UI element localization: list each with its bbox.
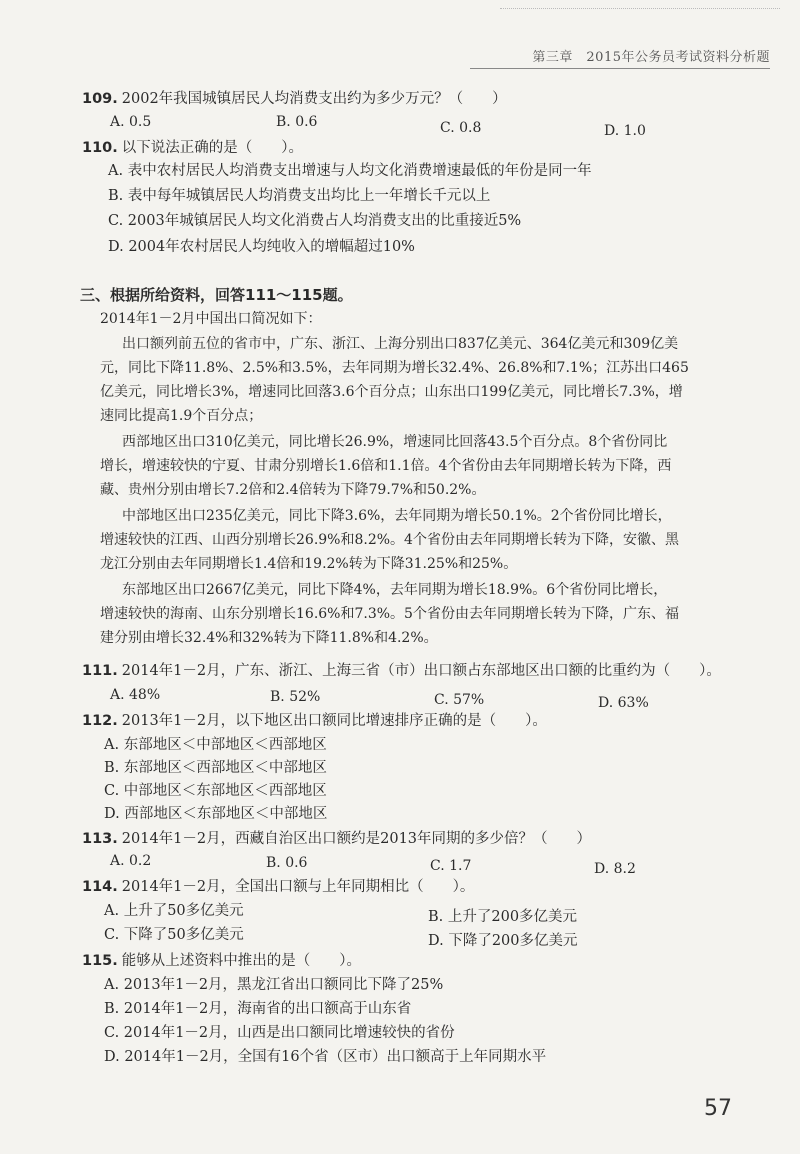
option-b: B. 2014年1－2月，海南省的出口额高于山东省 xyxy=(104,1001,412,1017)
text-line: 出口额列前五位的省市中，广东、浙江、上海分别出口837亿美元、364亿美元和309亿美 xyxy=(122,336,679,352)
option-d: D. 8.2 xyxy=(594,861,636,877)
material-paragraph-4 xyxy=(100,578,760,650)
section-title: 三、根据所给资料，回答111～115题。 xyxy=(80,286,353,304)
question-number: 111. xyxy=(82,663,118,679)
text-line: 藏、贵州分别由增长7.2倍和2.4倍转为下降79.7%和50.2%。 xyxy=(100,482,486,498)
text-line: 速同比提高1.9个百分点； xyxy=(100,408,263,424)
question-number: 110. xyxy=(82,140,118,156)
option-d: D. 西部地区＜东部地区＜中部地区 xyxy=(104,806,328,822)
option-a: A. 0.5 xyxy=(110,114,152,130)
page-number: 57 xyxy=(704,1096,732,1121)
text-line: 龙江分别由去年同期增长1.4倍和19.2%转为下降31.25%和25%。 xyxy=(100,556,518,572)
material-paragraph-2 xyxy=(100,430,760,502)
option-a: A. 上升了50多亿美元 xyxy=(104,903,244,919)
text-line: 西部地区出口310亿美元，同比增长26.9%，增速同比回落43.5个百分点。8个省份同比 xyxy=(122,434,668,450)
question-number: 109. xyxy=(82,91,118,107)
question-112-stem: 112. 2013年1－2月，以下地区出口额同比增速排序正确的是（ ）。 xyxy=(82,713,547,729)
option-a: A. 0.2 xyxy=(110,853,152,869)
option-a: A. 东部地区＜中部地区＜西部地区 xyxy=(104,737,327,753)
option-c: C. 1.7 xyxy=(430,858,472,874)
question-115-stem: 115. 能够从上述资料中推出的是（ ）。 xyxy=(82,953,362,969)
option-c: C. 下降了50多亿美元 xyxy=(104,927,244,943)
text-line: 增速较快的江西、山西分别增长26.9%和8.2%。4个省份由去年同期增长转为下降，安徽、黑 xyxy=(100,532,679,548)
text-line: 东部地区出口2667亿美元，同比下降4%，去年同期为增长18.9%。6个省份同比增长， xyxy=(122,582,668,598)
option-c: C. 2014年1－2月，山西是出口额同比增速较快的省份 xyxy=(104,1025,455,1041)
text-line: 中部地区出口235亿美元，同比下降3.6%，去年同期为增长50.1%。2个省份同比增长， xyxy=(122,508,672,524)
text-line: 建分别由增长32.4%和32%转为下降11.8%和4.2%。 xyxy=(100,630,438,646)
option-d: D. 2014年1－2月，全国有16个省（区市）出口额高于上年同期水平 xyxy=(104,1049,547,1065)
option-c: C. 2003年城镇居民人均文化消费占人均消费支出的比重接近5% xyxy=(108,213,522,229)
option-c: C. 中部地区＜东部地区＜西部地区 xyxy=(104,783,327,799)
text-line: 亿美元，同比增长3%，增速同比回落3.6个百分点；山东出口199亿美元，同比增长7.3%，增 xyxy=(100,384,683,400)
option-c: C. 0.8 xyxy=(440,120,482,136)
header-rule xyxy=(500,8,780,9)
text-line: 增长，增速较快的宁夏、甘肃分别增长1.6倍和1.1倍。4个省份由去年同期增长转为下降，西 xyxy=(100,458,672,474)
option-b: B. 上升了200多亿美元 xyxy=(428,909,578,925)
question-113-stem: 113. 2014年1－2月，西藏自治区出口额约是2013年同期的多少倍？（ ） xyxy=(82,831,592,847)
running-header: 第三章 2015年公务员考试资料分析题 xyxy=(470,46,770,69)
question-number: 112. xyxy=(82,713,118,729)
option-a: A. 48% xyxy=(110,687,161,703)
text-line: 元，同比下降11.8%、2.5%和3.5%，去年同期为增长32.4%、26.8%和7.1%；江苏出口465 xyxy=(100,360,689,376)
option-b: B. 52% xyxy=(270,689,321,705)
option-d: D. 下降了200多亿美元 xyxy=(428,933,578,949)
option-d: D. 1.0 xyxy=(604,123,646,139)
question-111-stem: 111. 2014年1－2月，广东、浙江、上海三省（市）出口额占东部地区出口额的比重约为（ ）。 xyxy=(82,663,721,679)
question-number: 114. xyxy=(82,879,118,895)
question-110-stem: 110. 以下说法正确的是（ ）。 xyxy=(82,140,304,156)
question-number: 113. xyxy=(82,831,118,847)
option-b: B. 0.6 xyxy=(276,114,318,130)
material-intro: 2014年1－2月中国出口简况如下： xyxy=(100,311,322,327)
material-paragraph-1 xyxy=(100,332,760,428)
question-109-stem: 109. 2002年我国城镇居民人均消费支出约为多少万元？（ ） xyxy=(82,91,507,107)
option-a: A. 表中农村居民人均消费支出增速与人均文化消费增速最低的年份是同一年 xyxy=(108,163,592,179)
option-d: D. 2004年农村居民人均纯收入的增幅超过10% xyxy=(108,239,415,255)
question-114-stem: 114. 2014年1－2月，全国出口额与上年同期相比（ ）。 xyxy=(82,879,475,895)
option-b: B. 东部地区＜西部地区＜中部地区 xyxy=(104,760,327,776)
text-line: 增速较快的海南、山东分别增长16.6%和7.3%。5个省份由去年同期增长转为下降，广东、福 xyxy=(100,606,679,622)
material-paragraph-3 xyxy=(100,504,760,576)
question-number: 115. xyxy=(82,953,118,969)
option-b: B. 0.6 xyxy=(266,855,308,871)
option-a: A. 2013年1－2月，黑龙江省出口额同比下降了25% xyxy=(104,977,444,993)
option-b: B. 表中每年城镇居民人均消费支出均比上一年增长千元以上 xyxy=(108,188,491,204)
option-c: C. 57% xyxy=(434,692,485,708)
option-d: D. 63% xyxy=(598,695,649,711)
